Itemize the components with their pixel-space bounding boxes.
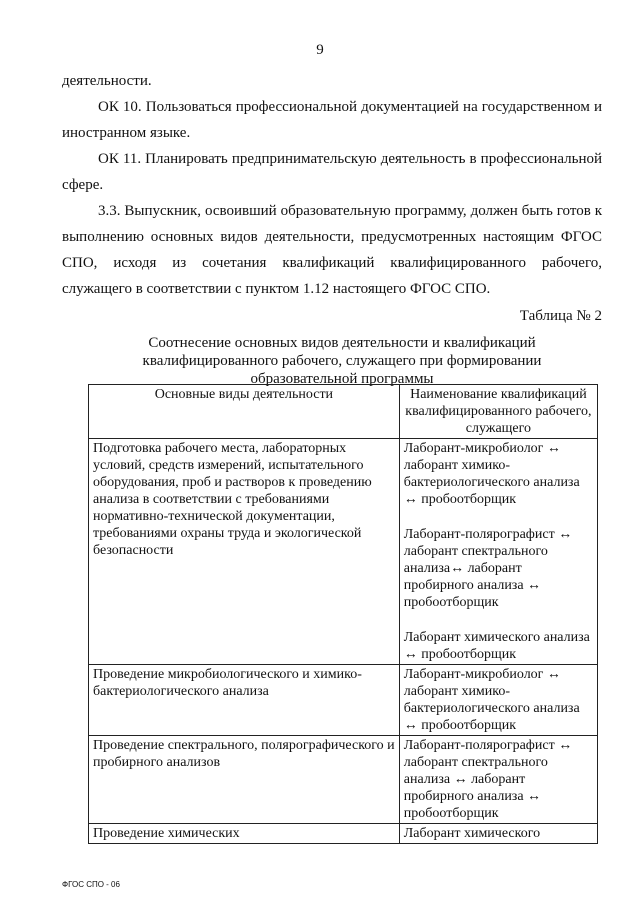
paragraph: ОК 10. Пользоваться профессиональной документацией на государственном и иностранном языке.: [62, 99, 602, 141]
table-label: Таблица № 2: [519, 308, 602, 324]
column-header-qualifications: Наименование квалификаций квалифицированного рабочего, служащего: [399, 385, 597, 439]
qualification-entry: Лаборант-микробиолог ↔ лаборант химико-бактериологического анализа ↔ пробоотборщик: [403, 441, 580, 507]
activity-cell: Подготовка рабочего места, лабораторных условий, средств измерений, испытательного оборудования, проб и растворов к проведению анализа в соответствии с требованиями нормативно-технической документации, требованиями охраны труда и экологической безопасности: [89, 439, 400, 665]
table-header-row: [89, 385, 598, 439]
body-text: [62, 68, 602, 302]
qualification-entry: Лаборант-микробиолог ↔ лаборант химико-бактериологического анализа ↔ пробоотборщик: [403, 667, 580, 733]
qualification-cell: [399, 665, 597, 736]
page-number: 9: [316, 42, 324, 58]
qualification-entry: Лаборант химического: [403, 826, 541, 841]
qualification-entry: Лаборант химического анализа ↔ пробоотборщик: [403, 630, 590, 662]
table-row: [89, 665, 598, 736]
table-row: [89, 439, 598, 665]
paragraph: 3.3. Выпускник, освоивший образовательную программу, должен быть готов к выполнению основных видов деятельности, предусмотренных настоящим ФГОС СПО, исходя из сочетания квалификаций квалифицированного рабочего, служащего в соответствии с пунктом 1.12 настоящего ФГОС СПО.: [62, 203, 602, 297]
paragraph: деятельности.: [62, 73, 152, 89]
footer-code: ФГОС СПО - 06: [62, 880, 120, 889]
activities-table: [88, 384, 598, 844]
table-row: [89, 736, 598, 824]
column-header-activities: Основные виды деятельности: [89, 385, 400, 439]
qualification-entry: Лаборант-полярографист ↔ лаборант спектрального анализа ↔ лаборант пробирного анализа ↔ пробоотборщик: [403, 738, 573, 821]
qualification-cell: [399, 736, 597, 824]
qualification-cell: [399, 439, 597, 665]
qualification-entry: Лаборант-полярографист ↔ лаборант спектрального анализа↔ лаборант пробирного анализа ↔ пробоотборщик: [403, 527, 573, 610]
table-row: [89, 824, 598, 844]
qualification-cell: [399, 824, 597, 844]
activity-cell: Проведение спектрального, полярографического и пробирного анализов: [89, 736, 400, 824]
activity-cell: Проведение химических: [89, 824, 400, 844]
table-caption: Соотнесение основных видов деятельности и квалификаций квалифицированного рабочего, служащего при формировании образовательной программы: [142, 335, 542, 387]
paragraph: ОК 11. Планировать предпринимательскую деятельность в профессиональной сфере.: [62, 151, 602, 193]
activity-cell: Проведение микробиологического и химико-бактериологического анализа: [89, 665, 400, 736]
